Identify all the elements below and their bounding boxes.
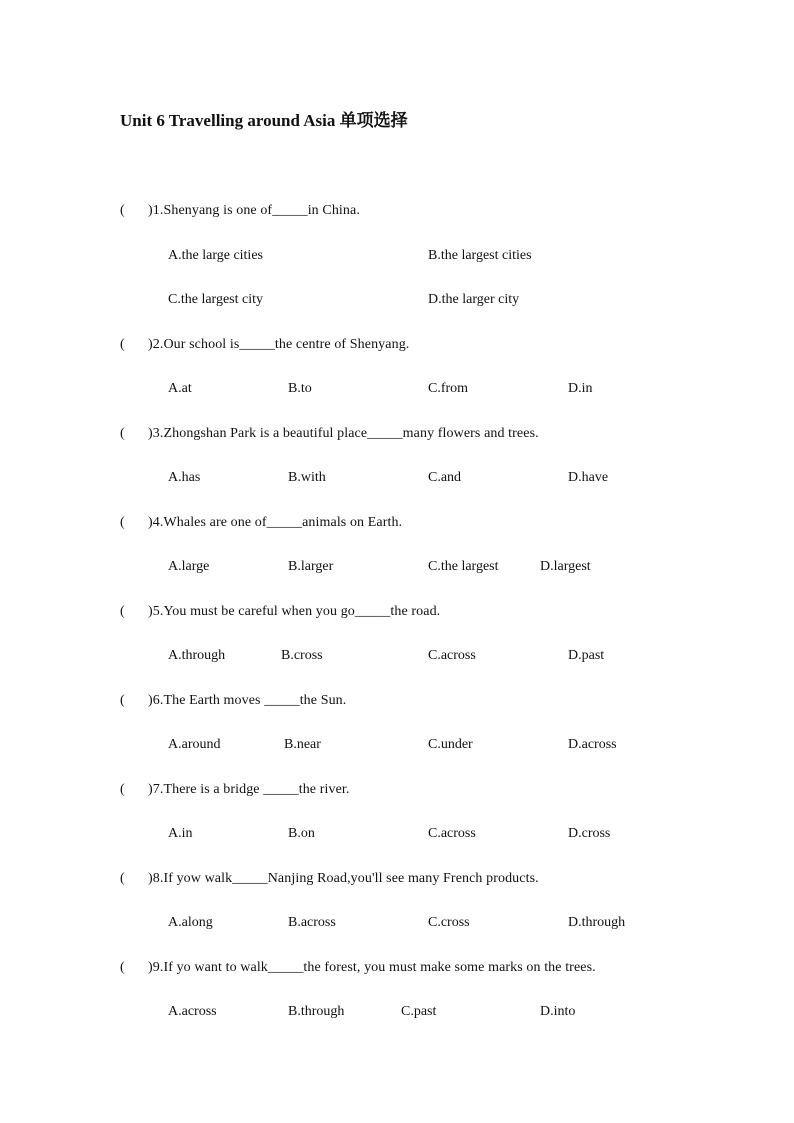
answer-bracket: ( bbox=[120, 782, 125, 797]
question-text: )2.Our school is_____the centre of Shenyang. bbox=[148, 337, 410, 352]
question-text: )4.Whales are one of_____animals on Earth. bbox=[148, 515, 403, 530]
option-b: B.the largest cities bbox=[428, 248, 532, 263]
option-b: B.near bbox=[284, 737, 321, 752]
question-6 bbox=[120, 693, 346, 709]
option-b: B.with bbox=[288, 470, 326, 485]
option-a: A.through bbox=[168, 648, 226, 663]
option-a: A.in bbox=[168, 826, 193, 841]
option-c: C.and bbox=[428, 470, 462, 485]
option-b: B.to bbox=[288, 381, 312, 396]
question-text: )6.The Earth moves _____the Sun. bbox=[148, 693, 347, 708]
answer-bracket: ( bbox=[120, 604, 125, 619]
option-d: D.in bbox=[568, 381, 593, 396]
option-c: C.the largest bbox=[428, 559, 499, 574]
question-text: )8.If yow walk_____Nanjing Road,you'll see many French products. bbox=[148, 871, 539, 886]
option-d: D.across bbox=[568, 737, 617, 752]
option-b: B.through bbox=[288, 1004, 345, 1019]
answer-bracket: ( bbox=[120, 515, 125, 530]
question-5 bbox=[120, 604, 440, 620]
option-a: A.across bbox=[168, 1004, 217, 1019]
option-c: C.cross bbox=[428, 915, 470, 930]
question-1 bbox=[120, 203, 360, 219]
answer-bracket: ( bbox=[120, 426, 125, 441]
option-a: A.large bbox=[168, 559, 210, 574]
question-text: )3.Zhongshan Park is a beautiful place_____many flowers and trees. bbox=[148, 426, 539, 441]
question-text: )9.If yo want to walk_____the forest, you must make some marks on the trees. bbox=[148, 960, 596, 975]
question-8 bbox=[120, 871, 539, 887]
option-d: D.cross bbox=[568, 826, 611, 841]
answer-bracket: ( bbox=[120, 960, 125, 975]
option-b: B.across bbox=[288, 915, 336, 930]
question-4 bbox=[120, 515, 402, 531]
question-text: )5.You must be careful when you go_____the road. bbox=[148, 604, 441, 619]
option-d: D.past bbox=[568, 648, 605, 663]
option-d: D.into bbox=[540, 1004, 576, 1019]
option-d: D.through bbox=[568, 915, 626, 930]
answer-bracket: ( bbox=[120, 693, 125, 708]
question-text: )7.There is a bridge _____the river. bbox=[148, 782, 350, 797]
answer-bracket: ( bbox=[120, 871, 125, 886]
option-a: A.at bbox=[168, 381, 192, 396]
page-title: Unit 6 Travelling around Asia 单项选择 bbox=[120, 111, 408, 130]
answer-bracket: ( bbox=[120, 203, 125, 218]
question-text: )1.Shenyang is one of_____in China. bbox=[148, 203, 360, 218]
option-a: A.around bbox=[168, 737, 221, 752]
question-3 bbox=[120, 426, 539, 442]
option-b: B.larger bbox=[288, 559, 334, 574]
option-a: A.has bbox=[168, 470, 201, 485]
option-c: C.the largest city bbox=[168, 292, 263, 307]
option-c: C.under bbox=[428, 737, 473, 752]
option-b: B.on bbox=[288, 826, 315, 841]
option-d: D.have bbox=[568, 470, 609, 485]
option-b: B.cross bbox=[281, 648, 323, 663]
answer-bracket: ( bbox=[120, 337, 125, 352]
question-9 bbox=[120, 960, 596, 976]
option-c: C.across bbox=[428, 648, 476, 663]
option-c: C.across bbox=[428, 826, 476, 841]
option-a: A.along bbox=[168, 915, 213, 930]
option-d: D.the larger city bbox=[428, 292, 520, 307]
option-a: A.the large cities bbox=[168, 248, 263, 263]
question-2 bbox=[120, 337, 409, 353]
question-7 bbox=[120, 782, 349, 798]
option-c: C.past bbox=[401, 1004, 437, 1019]
option-d: D.largest bbox=[540, 559, 591, 574]
option-c: C.from bbox=[428, 381, 469, 396]
